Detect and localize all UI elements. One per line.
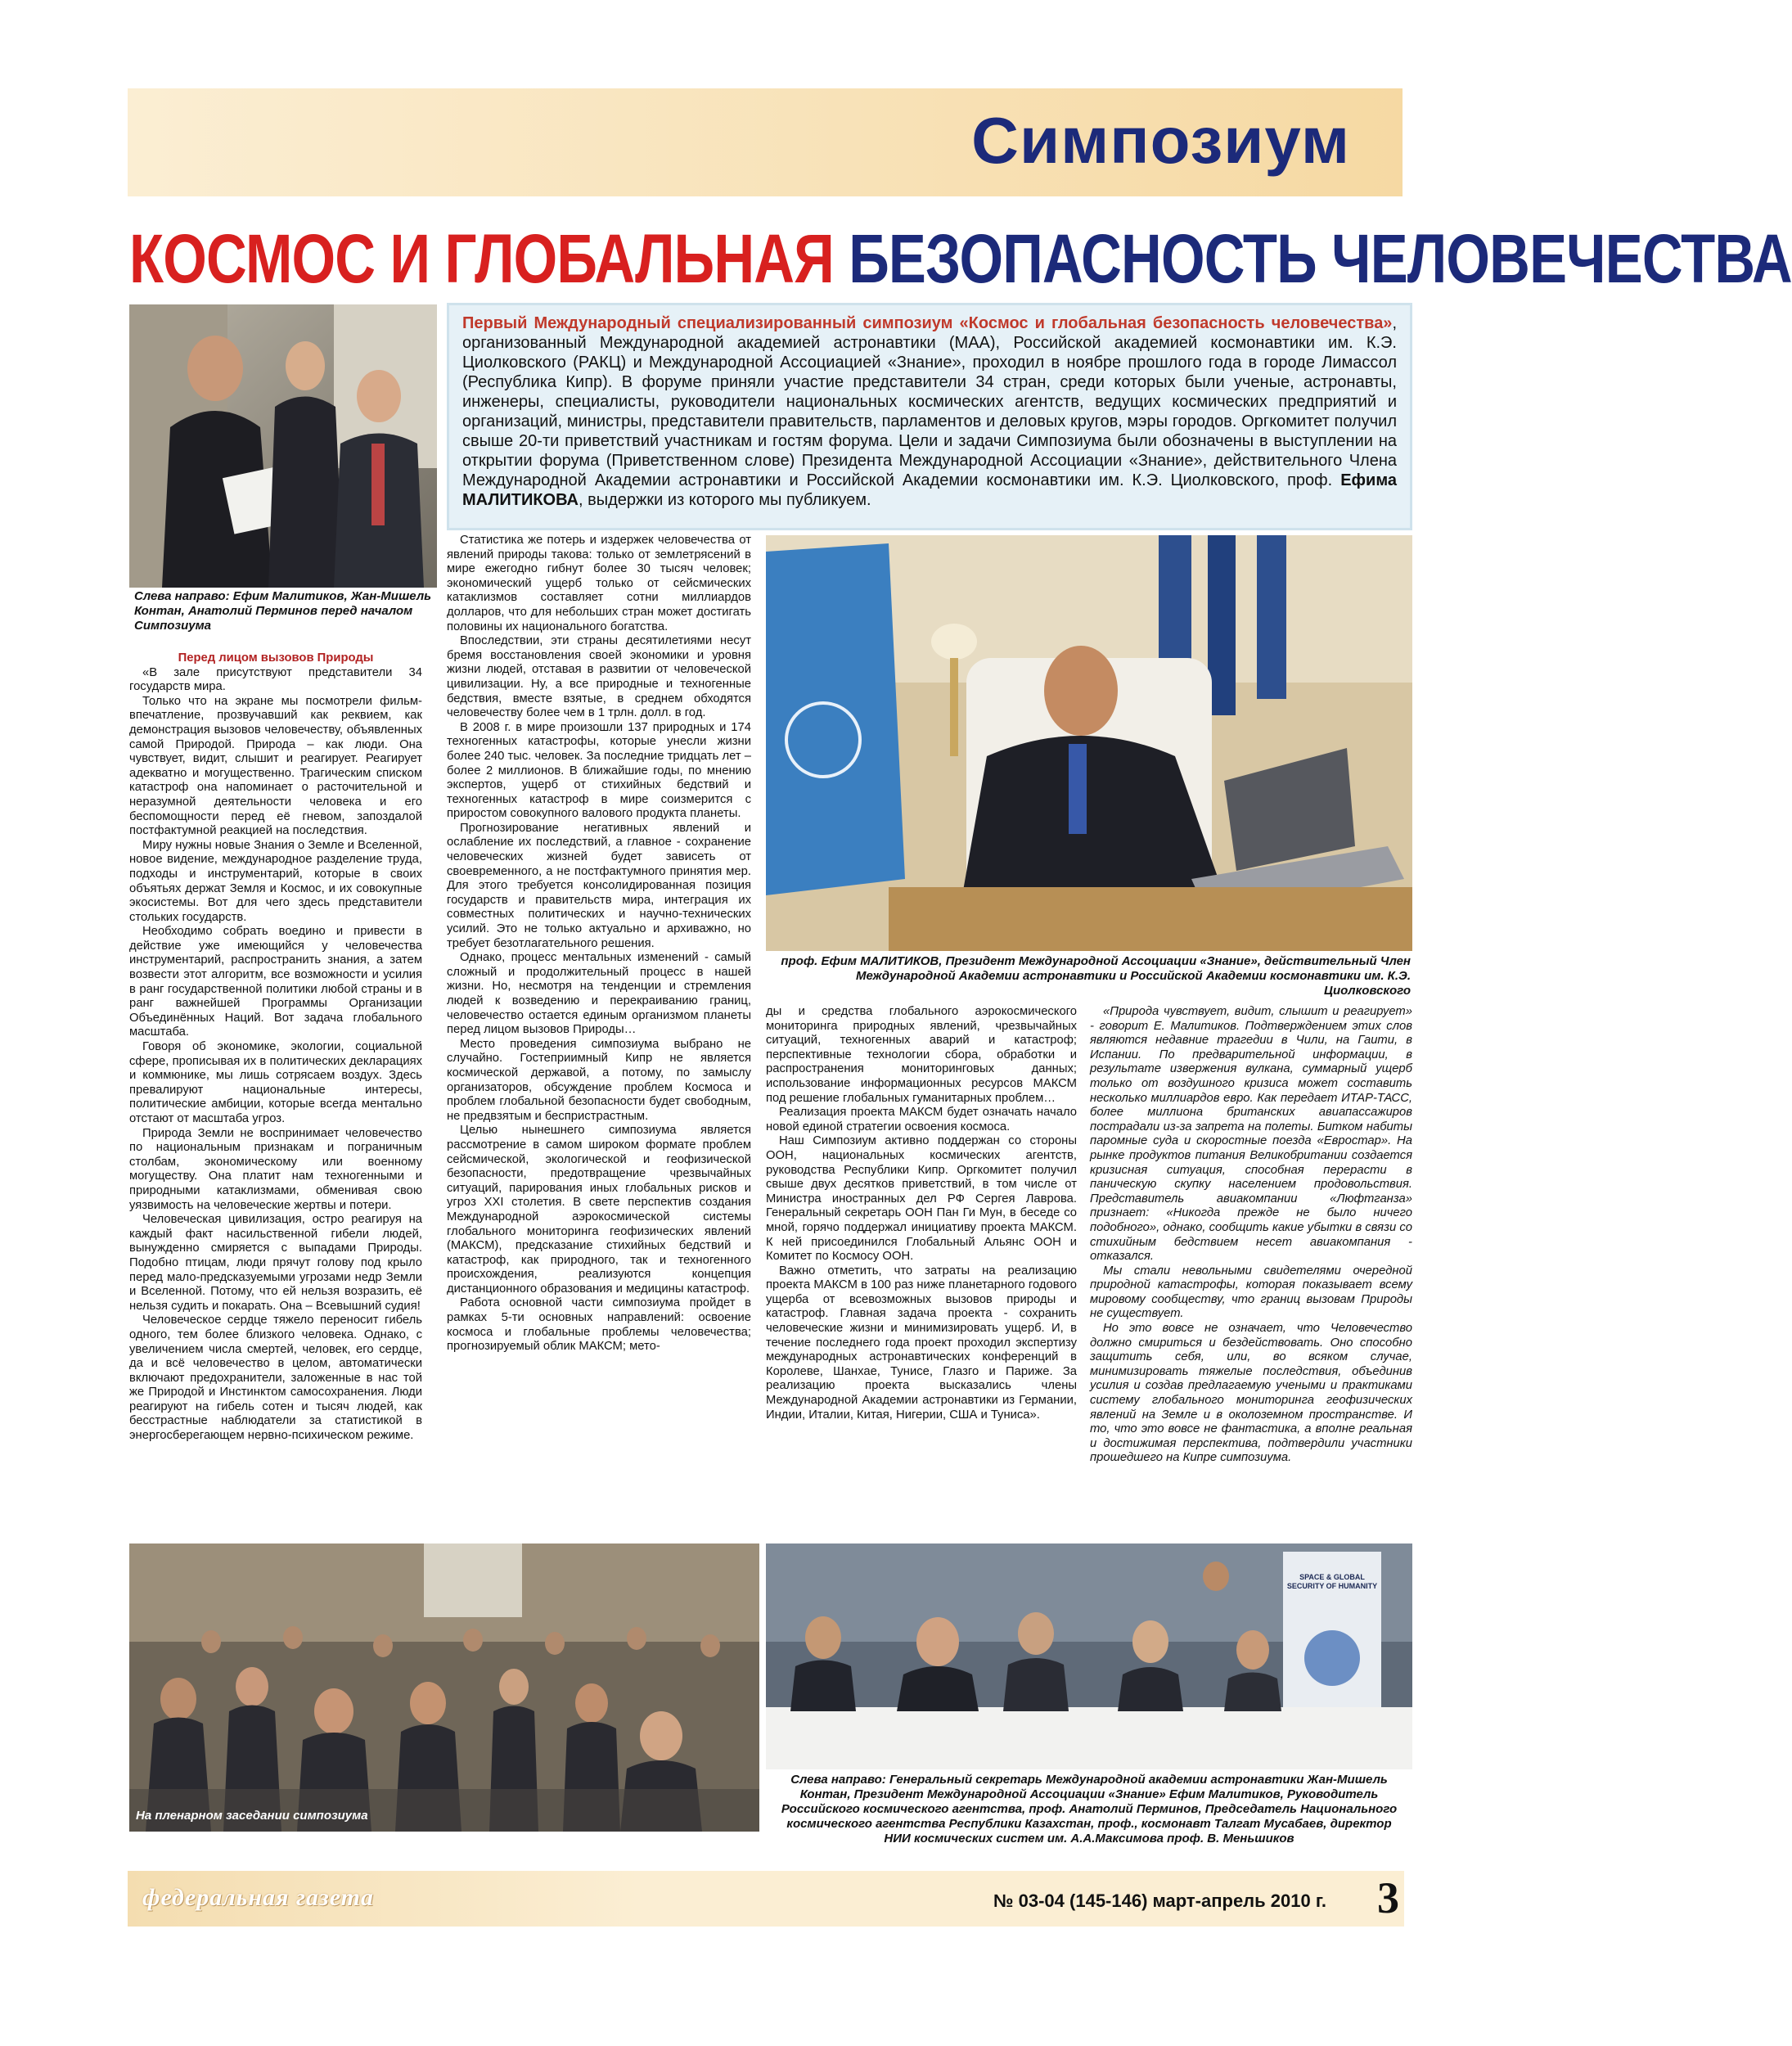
photo3-caption: На пленарном заседании симпозиума: [136, 1809, 368, 1823]
section-header-band: [128, 88, 1403, 196]
photo-plenary-session: [129, 1544, 759, 1832]
column4-paragraph: «Природа чувствует, видит, слышит и реагирует» - говорит Е. Малитиков. Подтверждением этих слов являются недавние трагедии в Чили, на Гаити, в Испании. По предварительной информации, в результате извержения вулкана, суммарный ущерб только от воздушного кризиса может составить несколько миллиардов евро. Как передает ИТАР-ТАСС, более миллиона британских авиапассажиров пострадали из-за запрета на полеты. Битком набиты паромные суда и скоростные поезда «Евростар». На рынке продуктов питания Великобритании создается кризисная ситуация, способная перерасти в паническую скупку населением продовольствия. Представитель авиакомпании «Люфтганза» признает: «Никогда прежде не было ничего подобного», однако, сообщить какие убытки в связи со стихийным бедствием несет авиакомпания - отказался.: [1090, 1005, 1412, 1264]
headline-blue-part: БЕЗОПАСНОСТЬ ЧЕЛОВЕЧЕСТВА: [849, 220, 1792, 297]
presidium-banner-text: SPACE & GLOBAL SECURITY OF HUMANITY: [1286, 1573, 1378, 1590]
lead-highlight: Первый Международный специализированный симпозиум «Космос и глобальная безопасность человечества»: [462, 314, 1393, 332]
page-footer: [128, 1871, 1404, 1927]
photo4-caption-box: [766, 1769, 1412, 1845]
headline-red-part: КОСМОС И ГЛОБАЛЬНАЯ: [129, 220, 834, 297]
column1-paragraph: Только что на экране мы посмотрели фильм-впечатление, прозвучавший как реквием, как демонстрация вызовов человечеству, объявленных самой Природой. Природа – как люди. Она чувствует, видит, слышит и реагирует. Реагирует адекватно и могущественно. Трагическим списком катастроф она напоминает о расточительной и неразумной деятельности человека и его беспомощности перед её гневом, запоздалой постфактумной реакцией на последствия.: [129, 694, 422, 838]
lead-paragraph-box: [447, 303, 1412, 530]
column2-paragraph: Однако, процесс ментальных изменений - самый сложный и продолжительный процесс в нашей жизни. Но, несмотря на тенденции и стремления людей к возведению и перекраиванию границ, человечество остается единым организмом планеты перед лицом вызовов Природы…: [447, 951, 751, 1037]
column3-paragraph: ды и средства глобального аэрокосмического мониторинга природных явлений, чрезвычайных ситуаций, техногенных аварий и катастроф; перспективные технологии сбора, обработки и распространения мониторинговых данных; использование информационных ресурсов МАКСМ под решение глобальных гуманитарных проблем…: [766, 1005, 1077, 1105]
column-1: [129, 651, 422, 1532]
column3-paragraph: Наш Симпозиум активно поддержан со стороны ООН, национальных космических агентств, руководства Республики Кипр. Оргкомитет получил свыше двух десятков приветствий, в том числе от Министра иностранных дел РФ Сергея Лаврова. Генеральный секретарь ООН Пан Ги Мун, в беседе со мной, горячо поддержал инициативу проекта МАКСМ. К ней присоединился Глобальный Альянс ООН и Комитет по Космосу ООН.: [766, 1134, 1077, 1264]
column1-paragraph: Природа Земли не воспринимает человечество по национальным признакам и пограничным столбам, экономическому или военному могуществу. Она платит нам техногенными и природными катаклизмами, обменивая свою уязвимость на человеческие жертвы и потери.: [129, 1126, 422, 1212]
lead-text-2: , выдержки из которого мы публикуем.: [579, 491, 871, 509]
column1-paragraph: Говоря об экономике, экологии, социальной сфере, прописывая их в политических декларациях и коммюнике, мы лишь сотрясаем воздух. Здесь превалируют национальные интересы, политические амбиции, которые всегда ментально отстают от масштаба угроз.: [129, 1040, 422, 1125]
page-number: 3: [1377, 1873, 1399, 1922]
column-2: [447, 534, 751, 1532]
column3-paragraph: Реализация проекта МАКСМ будет означать начало новой единой стратегии освоения космоса.: [766, 1106, 1077, 1133]
column2-paragraph: Прогнозирование негативных явлений и ослабление их последствий, а главное - сохранение человеческих жизней будет зависеть от своевременного, а не постфактумного принятия мер. Для этого требуется консолидированная позиция государств и правительств мира, интеграция их совместных политических и научно-технических усилий. Это не только актуально и архиважно, но требует безотлагательного решения.: [447, 821, 751, 950]
photo4-caption: Слева направо: Генеральный секретарь Международной академии астронавтики Жан-Мишель Контан, Президент Международной Ассоциации «Знание» Ефим Малитиков, Руководитель Российского космического агентства, проф. Анатолий Перминов, Председатель Национального космического агентства Республики Казахстан, проф., космонавт Талгат Мусабаев, директор НИИ космических систем им. А.А.Максимова проф. В. Меньшиков: [781, 1773, 1398, 1845]
lead-bold-name: Ефима МАЛИТИКОВА: [462, 471, 1397, 509]
photo1-caption-box: [129, 589, 437, 638]
column2-paragraph: Место проведения симпозиума выбрано не случайно. Гостеприимный Кипр не является космической державой, а потому, по замыслу организаторов, обсуждение проблем Космоса и проблем глобальной безопасности будет свободным, не предвзятым и беспристрастным.: [447, 1037, 751, 1123]
issue-info: № 03-04 (145-146) март-апрель 2010 г.: [993, 1891, 1326, 1911]
column1-subhead: Перед лицом вызовов Природы: [178, 651, 374, 665]
column3-paragraph: Важно отметить, что затраты на реализацию проекта МАКСМ в 100 раз ниже планетарного годового ущерба от всевозможных вызовов природы и катастроф. Главная задача проекта - сохранить человеческие жизни и минимизировать ущерб. И, в течение последнего года проект проходил экспертизу международных астронавтических конференций в Королеве, Шанхае, Тунисе, Глазго и Париже. За реализацию проекта высказались члены Международной Академии астронавтики из Германии, Индии, Италии, Китая, Нигерии, США и Туниса».: [766, 1264, 1077, 1422]
column-4: [1090, 1005, 1412, 1532]
column1-paragraph: Миру нужны новые Знания о Земле и Вселенной, новое видение, международное разделение труда, подходы и инструментарий, которые в своих объятьях держат Земля и Космос, и их совокупные экосистемы. Вот для чего здесь представители стольких государств.: [129, 838, 422, 924]
column1-paragraph: Человеческая цивилизация, остро реагируя на каждый факт насильственной гибели людей, вынужденно смиряется с выпадами Природы. Подобно птицам, люди прячут голову под крыло перед мало-предсказуемыми угрозами недр Земли и Вселенной. Потому, что ей нельзя возразить, её нельзя судить и покарать. Она – Всевышний судия!: [129, 1213, 422, 1313]
column2-paragraph: Впоследствии, эти страны десятилетиями несут бремя восстановления своей экономики и уровня жизни людей, отставая в развитии от человеческой цивилизации. Ну, а все природные и техногенные бедствия, вместе взятые, в среднем обходятся человечеству более чем в 1 трлн. долл. в год.: [447, 634, 751, 720]
column2-paragraph: Работа основной части симпозиума пройдет в рамках 5-ти основных направлений: освоение космоса и глобальные проблемы человечества; прогнозируемый облик МАКСМ; мето-: [447, 1296, 751, 1354]
column4-paragraph: Мы стали невольными свидетелями очередной природной катастрофы, которая показывает всему мировому сообществу, что границ вызовам Природы не существует.: [1090, 1264, 1412, 1321]
photo-three-men: [129, 304, 437, 588]
column2-paragraph: Статистика же потерь и издержек человечества от явлений природы такова: только от землетрясений в мире ежегодно гибнут более 30 тысяч человек; экономический ущерб только от сейсмических катаклизмов составляет сотни миллиардов долларов, что для небольших стран может достигать половины их национального богатства.: [447, 534, 751, 633]
photo1-caption: Слева направо: Ефим Малитиков, Жан-Мишель Контан, Анатолий Перминов перед началом Симпозиума: [134, 589, 432, 633]
column2-paragraph: В 2008 г. в мире произошли 137 природных и 174 техногенных катастрофы, которые унесли жизни более 240 тыс. человек. За последние тридцать лет – более 2 миллионов. В ближайшие годы, по мнению экспертов, ущерб от стихийных бедствий и техногенных катастроф в мире соизмерится с приростом совокупного валового продукта планеты.: [447, 720, 751, 821]
photo2-caption-box: [766, 954, 1412, 997]
column1-paragraph: Человеческое сердце тяжело переносит гибель одного, тем более близкого человека. Однако, с увеличением числа смертей, человек, его сердце, да и всё человечество в целом, автоматически включают предохранители, заложенные в нас той же Природой и Инстинктом самосохранения. Люди реагируют на гибель сотен и тысяч людей, как бесстрастные наблюдатели за статистикой в энергосберегающем нервно-психическом режиме.: [129, 1314, 422, 1443]
column4-paragraph: Но это вовсе не означает, что Человечество должно смириться и бездействовать. Оно способно защитить себя, или, во всяком случае, минимизировать тяжелые последствия, объединив усилия и создав предлагаемую учеными и практиками систему глобального мониторинга геофизических явлений на Земле и в околоземном пространстве. И то, что это вовсе не фантастика, а вполне реальная и достижимая перспектива, подтвердили участники прошедшего на Кипре симпозиума.: [1090, 1322, 1412, 1465]
column2-paragraph: Целью нынешнего симпозиума является рассмотрение в самом широком формате проблем сейсмической, экологической и геофизической безопасности, предотвращение чрезвычайных ситуаций, парирования иных глобальных рисков и угроз XXI столетия. В свете перспектив создания Международной аэрокосмической системы глобального мониторинга геофизических явлений (МАКСМ), предсказание стихийных бедствий и катастроф, как природного, так и техногенного происхождения, реализуются концепция дистанционного образования и медицины катастроф.: [447, 1124, 751, 1296]
column1-paragraph: Необходимо собрать воедино и привести в действие уже имеющийся у человечества инструментарий, распространить знания, а затем возвести этот алгоритм, все возможности и усилия в ранг государственной политики любой страны и в ранг важнейшей Программы Организации Объединённых Наций. Вот задача глобального масштаба.: [129, 925, 422, 1039]
lead-text-1: , организованный Международной академией астронавтики (МАА), Российской академией космонавтики им. К.Э. Циолковского (РАКЦ) и Международной Ассоциацией «Знание», проходил в ноябре прошлого года в городе Лимассол (Республика Кипр). В форуме приняли участие представители 34 стран, среди которых были ученые, астронавты, инженеры, специалисты, руководители национальных космических агентств, ведущих космических предприятий и организаций, министры, представители правительств, парламентов и деловых кругов, мэры городов. Оргкомитет получил свыше 20-ти приветствий участникам и гостям форума. Цели и задачи Симпозиума были обозначены в выступлении на открытии форума (Приветственном слове) Президента Международной Ассоциации «Знание», действительного Члена Международной Академии астронавтики и Российской Академии космонавтики им. К.Э. Циолковского, проф.: [462, 314, 1397, 489]
photo2-caption: проф. Ефим МАЛИТИКОВ, Президент Международной Ассоциации «Знание», действительный Член Международной Академии астронавтики и Российской Академии космонавтики им. К.Э. Циолковского: [781, 954, 1411, 998]
newspaper-name: федеральная газета: [142, 1884, 374, 1911]
column1-paragraph: «В зале присутствуют представители 34 государств мира.: [129, 665, 422, 694]
photo-presidium: [766, 1544, 1412, 1769]
article-headline: [129, 214, 1792, 303]
section-title: Симпозиум: [971, 104, 1350, 177]
photo-malitikov-desk: [766, 535, 1412, 951]
column-3: [766, 1005, 1077, 1532]
